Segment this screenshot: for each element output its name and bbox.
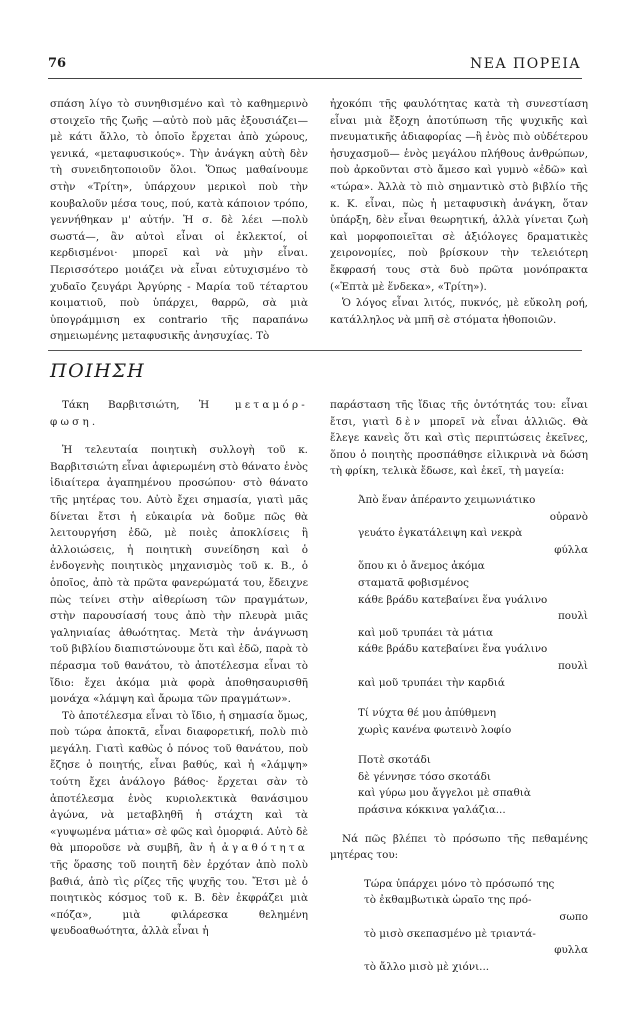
- poem-line: τὸ ἐκθαμβωτικὰ ὡραῖο της πρό-: [364, 894, 532, 907]
- poem-line: πουλὶ: [557, 610, 588, 623]
- paragraph: παράσταση τῆς ἴδιας τῆς ὀντότητάς του: εἶναι ἔτσι, γιατὶ δὲν μπορεῖ νὰ εἶναι ἀλλιῶς. Θὰ ἔλεγε κανεὶς ὅτι καὶ στὶς περιπτώσεις ἐκεῖνες, ὅπου ὁ ποιητὴς προσπάθησε εἰλικρινὰ νὰ δώση τὴ φρίκη, τελικὰ ἔδωσε, καὶ ἐκεῖ, τὴ μαγεία:: [330, 399, 588, 478]
- poem-excerpt: [330, 876, 588, 976]
- paragraph: ἠχοκόπι τῆς φαυλότητας κατὰ τὴ συνεστίαση εἶναι μιὰ ἔξοχη ἀποτύπωση τῆς ψυχικῆς καὶ πνευματικῆς ἀδιαφορίας —ἢ ἑνὸς πιὸ οὐδέτερου ἡσυχασμοῦ— ἑνὸς μεγάλου πλήθους ἀνθρώπων, ποὺ ἀρκοῦνται στὸ ἄμεσο καὶ γυμνὸ «ἐδῶ» καὶ «τώρα». Ἀλλὰ τὸ πιὸ σημαντικὸ στὸ βιβλίο τῆς κ. Κ. εἶναι, πὼς ἡ μεταφυσικὴ ἀνάγκη, ὅταν ὑπάρξη, δὲν εἶναι θεωρητική, ἀλλὰ γίνεται ζωὴ καὶ μορφοποιεῖται σὲ ἀξιόλογες δραματικὲς χειρονομίες, ποὺ βρίσκουν τὴν τελειότερη ἔκφρασή τους στὰ δυὸ πρῶτα μονόπρακτα («Ἑπτὰ μὲ ἕνδεκα», «Τρίτη»).: [330, 98, 588, 293]
- journal-title: ΝΕΑ ΠΟΡΕΙΑ: [470, 56, 581, 72]
- section-title: ΠΟΙΗΣΗ: [50, 360, 146, 382]
- poem-line: καὶ γύρω μου ἄγγελοι μὲ σπαθιὰ: [358, 787, 531, 800]
- poem-line: πράσινα κόκκινα γαλάζια...: [358, 804, 506, 817]
- spaced-emphasis: δὲν: [395, 415, 424, 428]
- poem-line: οὐρανὸ: [549, 510, 588, 523]
- poem-line: καὶ μοῦ τρυπάει τὰ μάτια: [358, 626, 493, 639]
- review-continuation-right: [330, 96, 588, 328]
- poem-line: τὸ ἄλλο μισὸ μὲ χιόνι...: [364, 960, 490, 973]
- stanza-gap: [330, 738, 588, 752]
- poem-line: σταματᾶ φοβισμένος: [358, 576, 469, 589]
- poem-line: χωρὶς κανένα φωτεινὸ λοφίο: [358, 723, 512, 736]
- poem-line: ὅπου κι ὁ ἄνεμος ἀκόμα: [358, 560, 485, 573]
- poem-line: Ποτὲ σκοτάδι: [358, 754, 431, 767]
- poem-line: γευάτο ἐγκατάλειψη καὶ νεκρὰ: [358, 527, 523, 540]
- book-title-cont: φωση.: [50, 415, 99, 428]
- header-rule: [48, 78, 582, 79]
- poem-line: καὶ μοῦ τρυπάει τὴν καρδιά: [358, 676, 505, 689]
- poem-line: τὸ μισὸ σκεπασμένο μὲ τριαντά-: [364, 927, 536, 940]
- poem-line: πουλὶ: [557, 659, 588, 672]
- poem-line: φυλλα: [554, 944, 588, 957]
- page-number: 76: [48, 56, 67, 71]
- poem-line: Τί νύχτα θέ μου ἀπύθμενη: [358, 707, 496, 720]
- poetry-review-left: [50, 397, 308, 940]
- book-heading: [50, 397, 308, 430]
- poem-excerpt: [330, 492, 588, 819]
- paragraph: Νά πῶς βλέπει τὸ πρόσωπο τῆς πεθαμένης μητέρας του:: [330, 832, 588, 862]
- poem-line: φύλλα: [554, 543, 588, 556]
- paragraph: Ὁ λόγος εἶναι λιτός, πυκνός, μὲ εὔκολη ροή, κατάλληλος νὰ μπῆ σὲ στόματα ἠθοποιῶν.: [330, 297, 588, 326]
- book-title: Ἡ μεταμόρ-: [198, 399, 308, 411]
- paragraph: Ἡ τελευταία ποιητικὴ συλλογὴ τοῦ κ. Βαρβιτσιώτη εἶναι ἀφιερωμένη στὸ θάνατο ἑνὸς ἰδιαίτερα ἀγαπημένου προσώπου· στὸ θάνατο τῆς μητέρας του. Αὐτὸ ἔχει σημασία, γιατὶ μᾶς δίνεται ἔτσι ἡ εὐκαιρία νὰ δοῦμε πῶς θὰ λειτουργήση ἐδῶ, μὲ ποιὲς ἀποκλίσεις ἢ ἀλλοιώσεις, ἡ ποιητικὴ συνείδηση καὶ ὁ ἐνδογενὴς ποιητικὸς μηχανισμὸς τοῦ κ. Β., ὁ ὁποῖος, ἀπὸ τὰ πρῶτα φανερώματά του, ἔδειχνε πὼς τείνει στὴν αἰθερίωση τῶν πραγμάτων, στὴν παρουσίασή τους ἀπὸ τὴν πλευρὰ μιᾶς γαληνιαίας ἀθωότητας. Μετὰ τὴν ἀνάγνωση τοῦ βιβλίου διαπιστώνουμε ὅτι καὶ ἐδῶ, παρὰ τὸ πέρασμα τοῦ θανάτου, τὸ ἀποτέλεσμα εἶναι τὸ ἴδιο: ἔχει ἀκόμα μιὰ φορὰ ἀποθησαυρισθῆ μονάχα «λάμψη καὶ ἄρωμα τῶν πραγμάτων».: [50, 444, 308, 706]
- spaced-emphasis: ἀγαθότητα: [221, 842, 308, 855]
- book-author: Τάκη Βαρβιτσιώτη,: [62, 399, 180, 411]
- poem-line: σωπο: [559, 911, 588, 924]
- poem-line: Ἀπὸ ἕναν ἀπέραντο χειμωνιάτικο: [358, 493, 536, 506]
- poem-line: κάθε βράδυ κατεβαίνει ἕνα γυάλινο: [358, 643, 548, 656]
- poem-line: κάθε βράδυ κατεβαίνει ἕνα γυάλινο: [358, 593, 548, 606]
- stanza-gap: [330, 691, 588, 705]
- poem-line: Τώρα ὑπάρχει μόνο τὸ πρόσωπό της: [364, 877, 555, 890]
- paragraph: Τὸ ἀποτέλεσμα εἶναι τὸ ἴδιο, ἡ σημασία ὅμως, ποὺ τώρα ἀποκτᾶ, εἶναι διαφορετική, πολὺ πιὸ μεγάλη. Γιατὶ καθὼς ὁ πόνος τοῦ θανάτου, ποὺ ἔζησε ὁ ποιητής, εἶναι βαθύς, καὶ ἡ «λάμψη» τούτη ἔχει ἀνάλογο βάθος· ἔρχεται σὰν τὸ ἀποτέλεσμα ἑνὸς κυριολεκτικὰ θανάσιμου ἀγώνα, νὰ μεταβληθῆ ἡ στάχτη καὶ τὰ «γυψωμένα μάτια» σὲ φῶς καὶ ὀμορφιά. Αὐτὸ δὲ θὰ μποροῦσε νὰ συμβῆ, ἂν ἡ ἀγαθότητα τῆς ὅρασης τοῦ ποιητῆ δὲν ἐρχόταν ἀπὸ πολὺ βαθιά, ἀπὸ τὶς ρίζες τῆς ψυχῆς του. Ἔτσι μὲ ὁ ποιητικὸς κόσμος τοῦ κ. Β. δὲν ἐκφράζει μιὰ «πόζα», μιὰ φιλάρεσκα θελημένη ψευδοαθωότητα, ἀλλὰ εἶναι ἡ: [50, 709, 308, 938]
- poetry-review-right: [330, 397, 588, 975]
- paragraph: σπάση λίγο τὸ συνηθισμένο καὶ τὸ καθημερινὸ στοιχεῖο τῆς ζωῆς —αὐτὸ ποὺ μᾶς ἐξουσιάζει— μὲ κάτι ἄλλο, τὸ ὁποῖο ἔρχεται ἀπὸ χώρους, γενικά, «μεταφυσικούς». Τὴν ἀνάγκη αὐτὴ δὲν τὴ συνειδητοποιοῦν ὅλοι. Ὅπως μαθαίνουμε στὴν «Τρίτη», ὑπάρχουν μερικοὶ ποὺ τὴν κουβαλοῦν μέσα τους, πού, κατὰ κάποιον τρόπο, γεννήθηκαν μ' αὐτήν. Ἡ σ. δὲ λέει —πολὺ σωστά—, ἂν αὐτοὶ εἶναι οἱ ἐκλεκτοί, οἱ κερδισμένοι· μπορεῖ καὶ νὰ μὴν εἶναι. Περισσότερο μοιάζει νὰ εἶναι εὐτυχισμένο τὸ χυδαῖο ζευγάρι Ἀργύρης - Μαρία τοῦ τέταρτου κοιματιοῦ, ποὺ ὑπάρχει, θαρρῶ, σὰ μιὰ ὑπογράμμιση ex contrario τῆς παραπάνω σημειωμένης μεταφυσικῆς ἀνησυχίας. Τὸ: [50, 98, 308, 343]
- section-rule: [48, 350, 582, 351]
- review-continuation-left: [50, 96, 308, 345]
- poem-line: δὲ γέννησε τόσο σκοτάδι: [358, 770, 491, 783]
